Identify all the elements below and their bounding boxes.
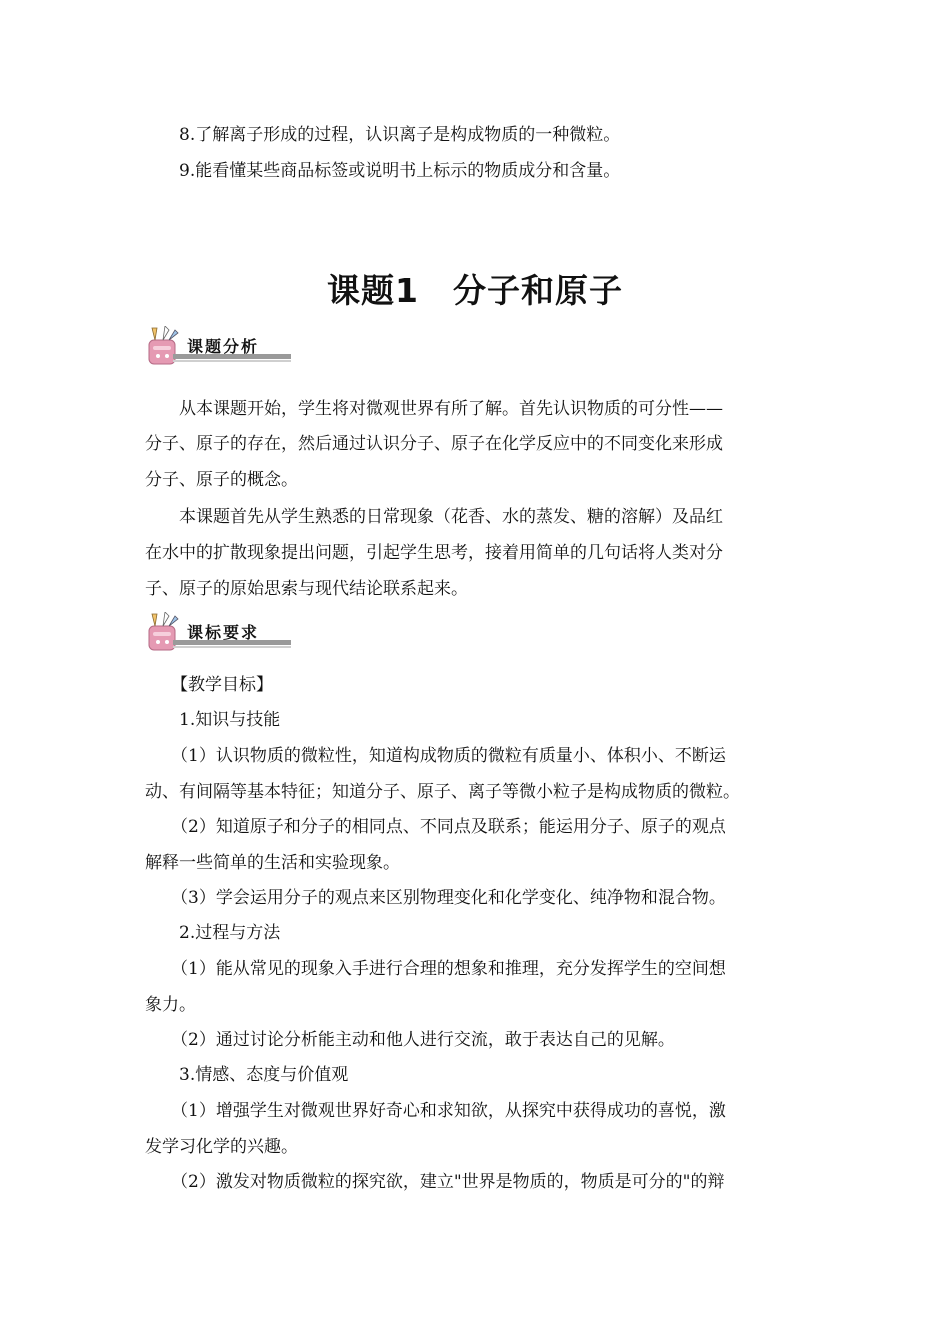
section-label-standards: 课标要求 (187, 623, 260, 642)
section-badge-standards (143, 612, 291, 652)
standards-sub-3: 3.情感、态度与价值观 (179, 1065, 349, 1085)
standards-line: 解释一些简单的生活和实验现象。 (145, 853, 400, 873)
standards-line: 发学习化学的兴趣。 (145, 1137, 298, 1157)
standards-line: （2）知道原子和分子的相同点、不同点及联系；能运用分子、原子的观点 (171, 817, 726, 837)
analysis-line-1: 从本课题开始，学生将对微观世界有所了解。首先认识物质的可分性—— (179, 399, 723, 419)
standards-line: 动、有间隔等基本特征；知道分子、原子、离子等微小粒子是构成物质的微粒。 (145, 782, 740, 802)
intro-item-8: 8.了解离子形成的过程，认识离子是构成物质的一种微粒。 (179, 125, 621, 145)
standards-line: （1）能从常见的现象入手进行合理的想象和推理，充分发挥学生的空间想 (171, 959, 726, 979)
badge-underline-shadow (173, 646, 291, 648)
badge-underline-shadow (173, 360, 291, 362)
standards-sub-2: 2.过程与方法 (179, 923, 281, 943)
standards-line: （2）激发对物质微粒的探究欲，建立"世界是物质的，物质是可分的"的辩 (171, 1172, 725, 1192)
analysis-line-5: 在水中的扩散现象提出问题，引起学生思考，接着用简单的几句话将人类对分 (145, 543, 723, 563)
page-title: 课题1 分子和原子 (327, 271, 623, 310)
analysis-line-3: 分子、原子的概念。 (145, 470, 298, 490)
intro-item-9: 9.能看懂某些商品标签或说明书上标示的物质成分和含量。 (179, 161, 621, 181)
section-label-analysis: 课题分析 (187, 337, 260, 356)
analysis-line-4: 本课题首先从学生熟悉的日常现象（花香、水的蒸发、糖的溶解）及品红 (179, 507, 723, 527)
analysis-line-6: 子、原子的原始思索与现代结论联系起来。 (145, 579, 468, 599)
standards-line: （1）增强学生对微观世界好奇心和求知欲，从探究中获得成功的喜悦，激 (171, 1101, 726, 1121)
standards-line: （2）通过讨论分析能主动和他人进行交流，敢于表达自己的见解。 (171, 1030, 675, 1050)
standards-line: 象力。 (145, 995, 196, 1015)
standards-sub-1: 1.知识与技能 (179, 710, 281, 730)
standards-heading: 【教学目标】 (171, 675, 273, 695)
standards-line: （3）学会运用分子的观点来区别物理变化和化学变化、纯净物和混合物。 (171, 888, 726, 908)
analysis-line-2: 分子、原子的存在，然后通过认识分子、原子在化学反应中的不同变化来形成 (145, 434, 723, 454)
standards-line: （1）认识物质的微粒性，知道构成物质的微粒有质量小、体积小、不断运 (171, 746, 726, 766)
section-badge-analysis (143, 326, 291, 366)
